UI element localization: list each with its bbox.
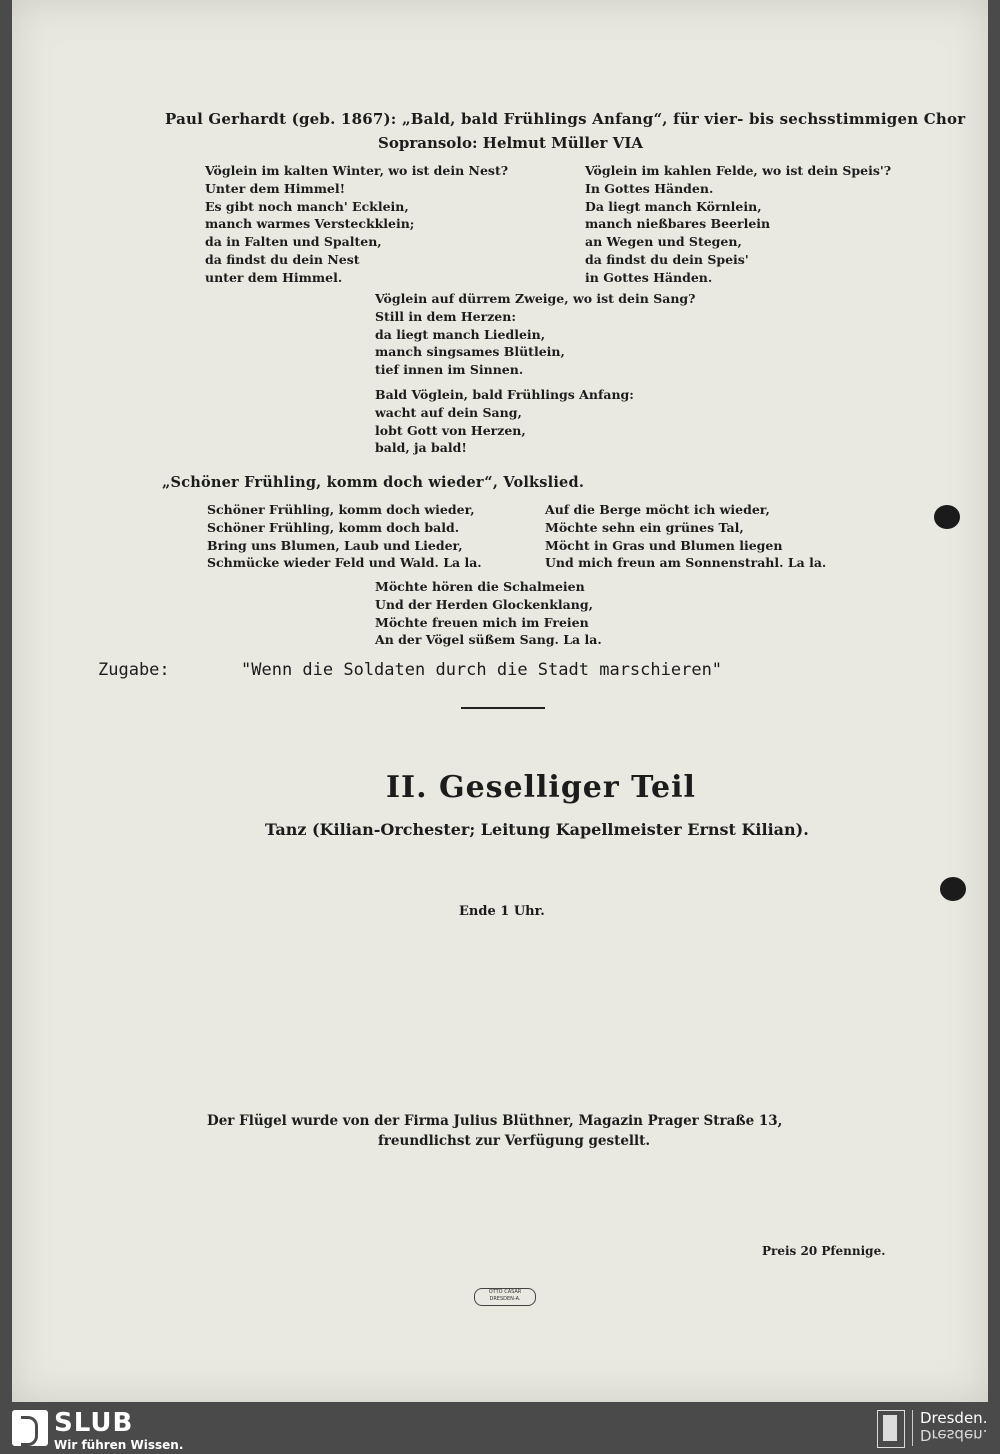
footer-city-mirror: Dresden.	[920, 1426, 988, 1444]
footer-city: Dresden.	[920, 1409, 988, 1427]
credit-line-2: freundlichst zur Verfügung gestellt.	[378, 1133, 651, 1149]
piece1-heading	[165, 110, 965, 128]
punch-hole-bottom	[940, 877, 966, 901]
piece1-title: (geb. 1867): „Bald, bald Frühlings Anfang“, für vier- bis sechsstimmigen Chor	[291, 110, 966, 128]
printer-stamp-line-1: OTTO CÄSAR	[488, 1289, 522, 1295]
section2-subtitle: Tanz (Kilian-Orchester; Leitung Kapellmeister Ernst Kilian).	[265, 820, 809, 839]
piece2-stanza-center: Möchte hören die Schalmeien Und der Herden Glockenklang, Möchte freuen mich im Freien An der Vögel süßem Sang. La la.	[375, 579, 602, 648]
city-crest-icon	[877, 1410, 905, 1448]
end-time: Ende 1 Uhr.	[459, 904, 545, 919]
piece1-stanza-right: Vöglein im kahlen Felde, wo ist dein Speis'? In Gottes Händen. Da liegt manch Körnlein, manch nießbares Beerlein an Wegen und Stegen, da findst du dein Speis' in Gottes Händen.	[585, 163, 892, 285]
footer-separator	[912, 1410, 913, 1446]
piece2-stanza-right: Auf die Berge möcht ich wieder, Möchte sehn ein grünes Tal, Möcht in Gras und Blumen liegen Und mich freun am Sonnenstrahl. La la.	[545, 502, 827, 571]
footer-tagline: Wir führen Wissen.	[54, 1438, 184, 1452]
printer-stamp-line-2: DRESDEN-A.	[489, 1296, 521, 1302]
piece1-stanza-left: Vöglein im kalten Winter, wo ist dein Nest? Unter dem Himmel! Es gibt noch manch' Ecklein, manch warmes Versteckklein; da in Falten und Spalten, da findst du dein Nest unter dem Himmel.	[205, 163, 509, 285]
credit-line-1: Der Flügel wurde von der Firma Julius Blüthner, Magazin Prager Straße 13,	[207, 1113, 783, 1129]
encore-label: Zugabe:	[98, 660, 170, 680]
piece1-stanza-center-2: Bald Vöglein, bald Frühlings Anfang: wacht auf dein Sang, lobt Gott von Herzen, bald, ja bald!	[375, 387, 634, 456]
slub-logo-icon	[12, 1410, 48, 1446]
piece1-stanza-center-1: Vöglein auf dürrem Zweige, wo ist dein Sang? Still in dem Herzen: da liegt manch Liedlein, manch singsames Blütlein, tief innen im Sinnen.	[375, 291, 696, 378]
section2-title: II. Geselliger Teil	[386, 770, 696, 805]
encore-text: "Wenn die Soldaten durch die Stadt marschieren"	[241, 660, 723, 680]
printer-stamp	[474, 1288, 536, 1306]
price: Preis 20 Pfennige.	[762, 1244, 886, 1258]
viewer-footer	[0, 1402, 1000, 1454]
piece2-title: „Schöner Frühling, komm doch wieder“, Volkslied.	[162, 474, 585, 491]
footer-brand: SLUB	[54, 1408, 134, 1438]
piece2-stanza-left: Schöner Frühling, komm doch wieder, Schöner Frühling, komm doch bald. Bring uns Blumen, Laub und Lieder, Schmücke wieder Feld und Wald. La la.	[207, 502, 482, 571]
piece1-soloist: Sopransolo: Helmut Müller VIA	[378, 134, 643, 152]
document-page	[12, 0, 988, 1402]
section-divider	[461, 707, 545, 709]
punch-hole-top	[934, 505, 960, 529]
composer-name: Paul Gerhardt	[165, 110, 287, 128]
